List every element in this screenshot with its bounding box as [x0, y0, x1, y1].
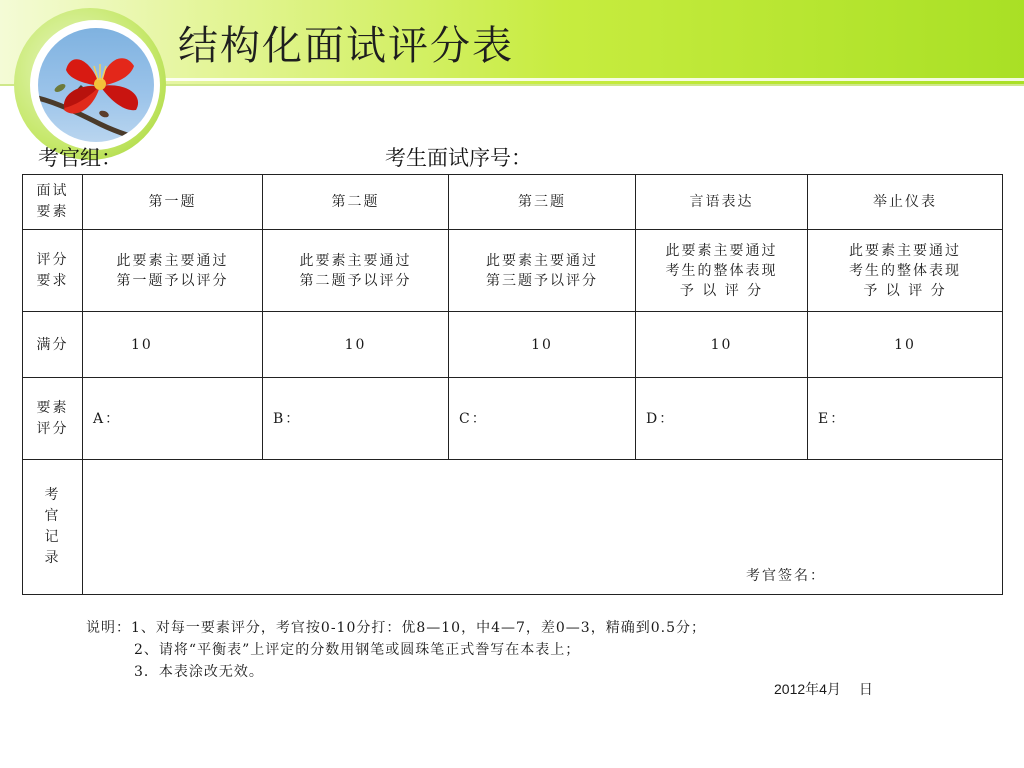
full-score-cell: 10	[263, 312, 449, 378]
table-row-factors	[23, 175, 1003, 230]
score-input-b[interactable]: B：	[263, 378, 449, 460]
table-row-scores	[23, 378, 1003, 460]
requirement-cell: 此要素主要通过 考生的整体表现 予 以 评 分	[808, 230, 1003, 312]
score-input-a[interactable]: A：	[83, 378, 263, 460]
full-score-cell: 10	[808, 312, 1003, 378]
full-score-cell: 10	[449, 312, 636, 378]
table-row-full-score	[23, 312, 1003, 378]
row-head-factors: 面试要素	[23, 175, 83, 230]
factor-cell: 第一题	[83, 175, 263, 230]
score-input-c[interactable]: C：	[449, 378, 636, 460]
score-table	[22, 174, 1003, 595]
note-line: 3．本表涂改无效。	[134, 664, 264, 680]
examiner-group-label: 考官组：	[38, 146, 122, 170]
factor-cell: 第二题	[263, 175, 449, 230]
page-title: 结构化面试评分表	[178, 23, 514, 69]
row-head-requirements: 评分要求	[23, 230, 83, 312]
factor-cell: 第三题	[449, 175, 636, 230]
table-row-records	[23, 460, 1003, 595]
requirement-cell: 此要素主要通过 第三题予以评分	[449, 230, 636, 312]
table-row-requirements	[23, 230, 1003, 312]
requirement-cell: 此要素主要通过 第一题予以评分	[83, 230, 263, 312]
full-score-cell: 10	[83, 312, 263, 378]
requirement-cell: 此要素主要通过 考生的整体表现 予 以 评 分	[636, 230, 808, 312]
note-line: 2、请将“平衡表”上评定的分数用钢笔或圆珠笔正式誊写在本表上；	[134, 642, 581, 658]
signature-label: 考官签名：	[746, 568, 826, 584]
requirement-cell: 此要素主要通过 第二题予以评分	[263, 230, 449, 312]
kapok-flower-logo-icon	[38, 28, 154, 142]
header-divider	[150, 78, 1024, 81]
factor-cell: 言语表达	[636, 175, 808, 230]
score-input-d[interactable]: D：	[636, 378, 808, 460]
score-input-e[interactable]: E：	[808, 378, 1003, 460]
notes	[86, 617, 706, 683]
row-head-records: 考官记录	[23, 460, 83, 595]
examiner-record-area[interactable]	[83, 460, 1003, 595]
row-head-scores: 要素评分	[23, 378, 83, 460]
date-line: 2012年4月 日	[774, 681, 873, 697]
note-line: 说明：1、对每一要素评分，考官按0-10分打：优8—10，中4—7，差0—3，精确到0.5分；	[86, 620, 706, 636]
factor-cell: 举止仪表	[808, 175, 1003, 230]
row-head-full-score: 满分	[23, 312, 83, 378]
candidate-number-label: 考生面试序号：	[385, 146, 532, 170]
full-score-cell: 10	[636, 312, 808, 378]
